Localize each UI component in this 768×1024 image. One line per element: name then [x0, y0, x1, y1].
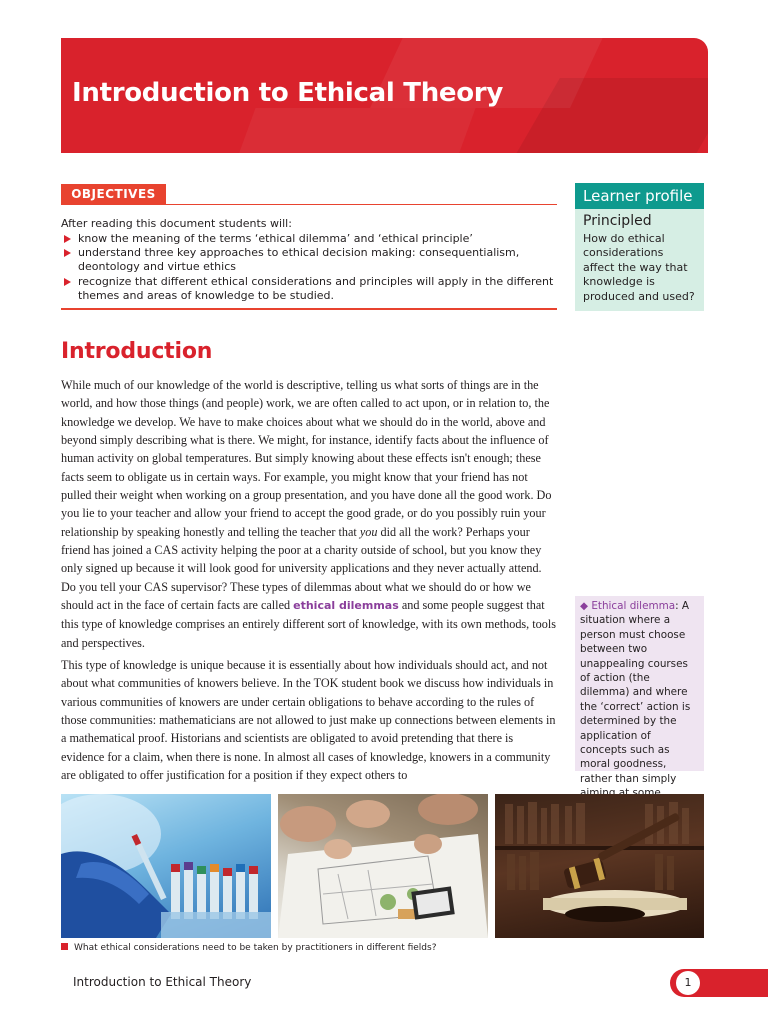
architectural-plans-photo [278, 794, 488, 938]
page-number: 1 [676, 971, 700, 995]
footer-title: Introduction to Ethical Theory [73, 975, 252, 989]
caption-square-icon [61, 943, 68, 950]
body-paragraph [61, 376, 557, 652]
objective-item [61, 232, 557, 246]
page-title: Introduction to Ethical Theory [72, 78, 503, 108]
glossary-definition: : A situation where a person must choose between two unappealing courses of action (the dilemma) and where the ‘correct’ action is determined by the application of concepts such as moral goodness, rather than simply [580, 600, 691, 785]
objectives-divider-bottom [61, 308, 557, 310]
caption-text: What ethical considerations need to be taken by practitioners in different fields? [74, 943, 437, 953]
objectives-list [61, 232, 557, 303]
objective-text: understand three key approaches to ethical decision making: consequentialism, deontology and virtue ethics [78, 246, 520, 274]
learner-profile-attribute: Principled [583, 213, 652, 229]
objective-text: recognize that different ethical considerations and principles will apply in the different themes and areas of knowledge to be studied. [78, 274, 554, 302]
objective-item [61, 246, 557, 274]
header-banner [61, 38, 708, 153]
section-heading: Introduction [61, 339, 213, 364]
bullet-arrow-icon [64, 278, 71, 286]
paragraph-text: did all the work? Perhaps your friend has joined a CAS activity helping the poor at a charity outside of school, but you know they only signed up because it will look good for university applications and they never actually attend. Do you tell your CAS supervisor? These types of dilemmas about what we should do or how we should act in the face of certain facts are called [61, 524, 542, 613]
glossary-box [575, 596, 704, 785]
learner-profile-title: Learner profile [575, 183, 704, 209]
gavel-illustration [495, 794, 704, 938]
objective-text: know the meaning of the terms ‘ethical dilemma’ and ‘ethical principle’ [78, 232, 473, 245]
gavel-photo [495, 794, 704, 938]
objectives-label: OBJECTIVES [61, 184, 166, 204]
objectives-intro: After reading this document students will: [61, 217, 292, 230]
learner-profile-question: How do ethical considerations affect the way that knowledge is produced and used? [583, 232, 695, 303]
plans-illustration [278, 794, 488, 938]
diamond-icon: ◆ [580, 600, 588, 612]
paragraph-text: and some people suggest that this type of knowledge comprises an entirely different sort of knowledge, with its own methods, tools and perspectives. [61, 598, 556, 650]
objective-item [61, 275, 557, 303]
laboratory-illustration [61, 794, 271, 938]
banner-pattern [226, 108, 475, 153]
glossary-keyword-link[interactable]: ethical dilemmas [293, 599, 399, 613]
laboratory-photo [61, 794, 271, 938]
glossary-term: Ethical dilemma [591, 600, 676, 612]
emphasis-text: you [359, 524, 378, 539]
bullet-arrow-icon [64, 249, 71, 257]
bullet-arrow-icon [64, 235, 71, 243]
learner-profile-box [575, 209, 704, 311]
figure-caption [61, 943, 436, 953]
body-paragraph: This type of knowledge is unique because it is essentially about how individuals should act, and not about what communities of knowers believe. In the TOK student book we discuss how individuals in various communities of knowers are under certain obligations to behave according to the rules of those communities: mathematicians are not allowed to just make up connections between elements in a mathematical proof. Historians and scientists are obligated to avoid pretending that there is evidence for a claim, when there is none. In almost all cases of knowledge, knowers in a community are obligated to offer justification for a position if they expect others to [61, 658, 556, 783]
objectives-divider-top [61, 204, 557, 205]
paragraph-text: While much of our knowledge of the world is descriptive, telling us what sorts of things are in the world, and how those things (and people) work, we are often called to act upon, or in relation to, the knowledge we develop. We have to make choices about what we should do in the world, above and beyond simply describing what is there. We might, for instance, identify facts about the influence of human activity on global temperatures. But simply knowing about these effects isn't enough; these facts seem to obligate us in certain ways. For example, you might know that your friend has not pulled their weight when working on a group presentation, and you have done all the good work. Do you lie to your teacher and allow your friend to accept the good grade, or do you possibly ruin your relationship by speaking honestly and telling the teacher that [61, 378, 552, 539]
